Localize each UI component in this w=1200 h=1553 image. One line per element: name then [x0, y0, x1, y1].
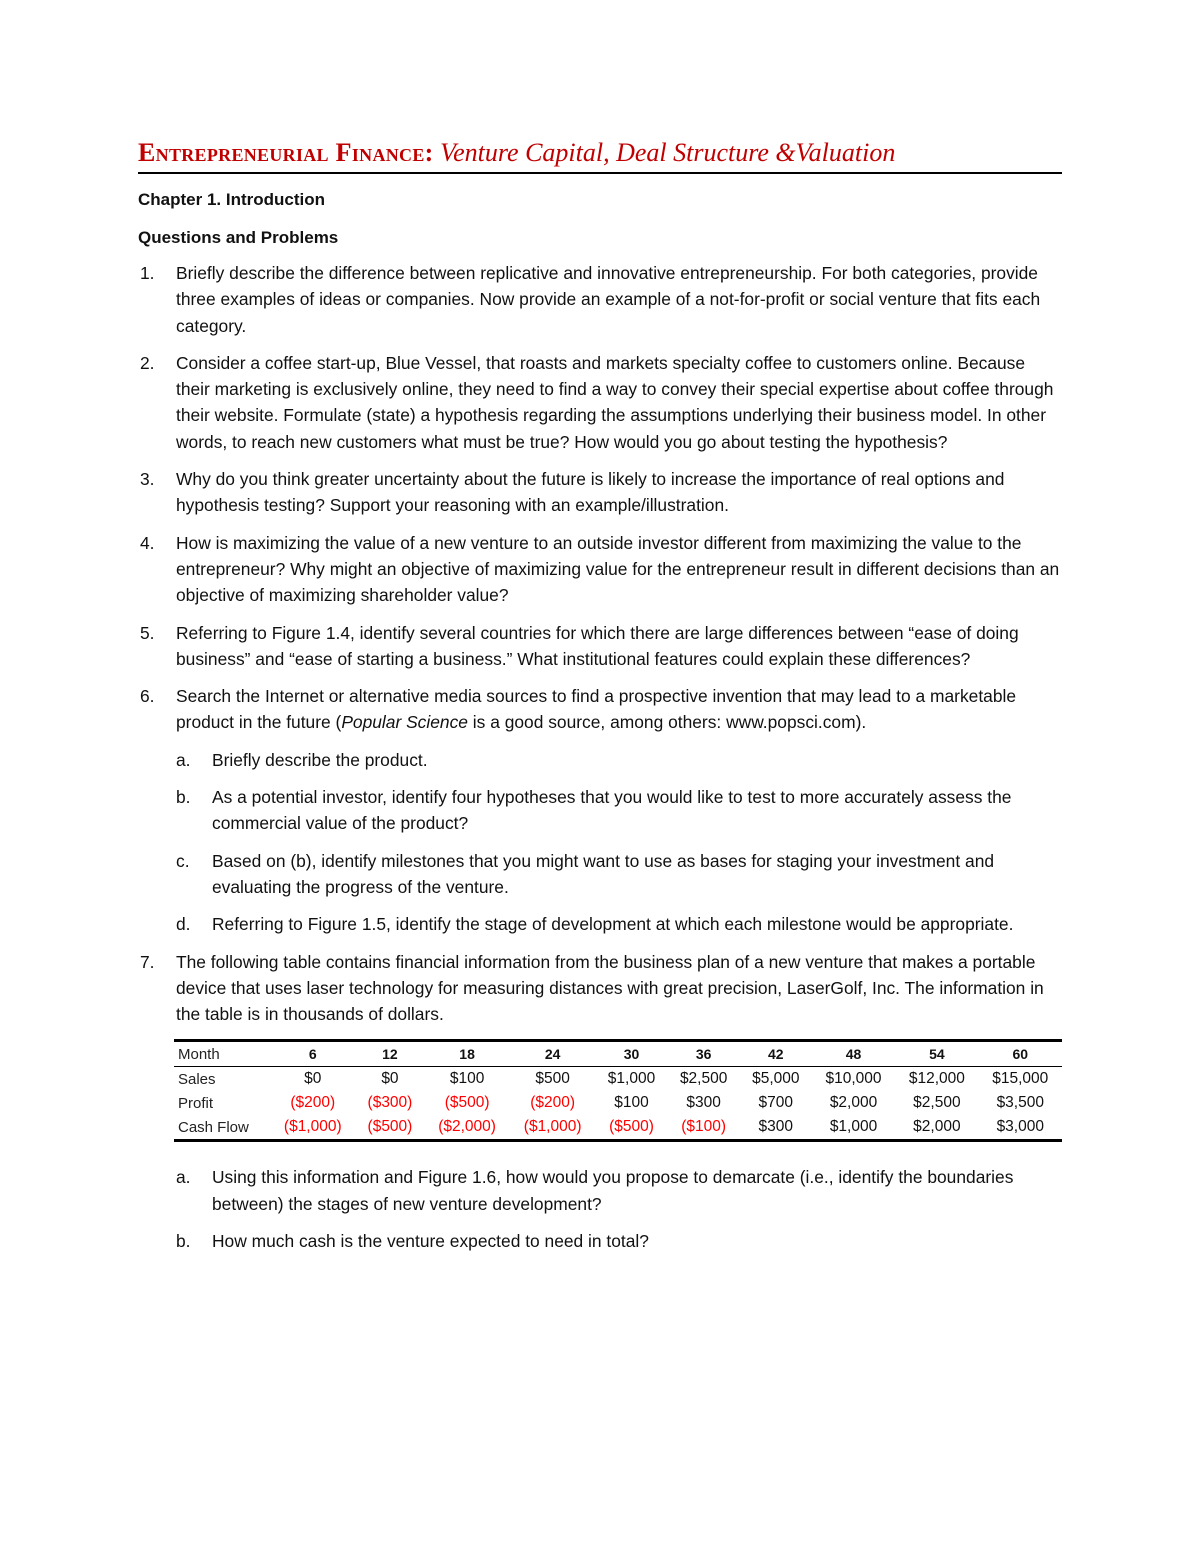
question-number: 1. — [140, 263, 155, 283]
table-cell: $100 — [449, 1070, 485, 1088]
table-header-row — [174, 1041, 1062, 1067]
row-label: Sales — [178, 1070, 216, 1088]
question-text: How is maximizing the value of a new venture to an outside investor different from maximizing the value to the entrepreneur? Why might an objective of maximizing value for the entrepreneur result in different decisions than an objective of maximizing shareholder value? — [176, 532, 1060, 606]
sub-question — [176, 1228, 1062, 1254]
table-row — [174, 1115, 1062, 1141]
table-cell: ($300) — [367, 1094, 413, 1112]
table-cell: ($1,000) — [523, 1118, 582, 1136]
table-cell: ($200) — [530, 1094, 576, 1112]
question-item — [138, 350, 1062, 455]
question-text-part: Search the Internet or alternative media sources to find a prospective invention that may lead to a marketable product in the future ( — [176, 686, 1017, 733]
section-heading: Questions and Problems — [138, 228, 339, 247]
table-cell: $1,000 — [829, 1118, 878, 1136]
sub-question-letter: b. — [176, 1231, 191, 1252]
sub-question — [176, 848, 1062, 901]
table-row — [174, 1067, 1062, 1092]
sub-question-text: Briefly describe the product. — [212, 749, 428, 770]
chapter-heading: Chapter 1. Introduction — [138, 190, 325, 209]
question-text: The following table contains financial information from the business plan of a new venture that makes a portable device that uses laser technology for measuring distances with great precision, LaserGolf, Inc. The information in the table is in thousands of dollars. — [176, 951, 1044, 1025]
sub-question-list — [138, 1164, 1062, 1254]
question-text: Consider a coffee start-up, Blue Vessel, that roasts and markets specialty coffee to customers online. Because their marketing is exclusively online, they need to find a way to convey their special expertise about coffee through their website. Formulate (state) a hypothesis regarding the assumptions underlying their business model. In other words, to reach new customers what must be true? How would you go about testing the hypothesis? — [176, 352, 1054, 452]
question-list — [138, 260, 1062, 1027]
row-label: Profit — [178, 1094, 214, 1112]
sub-question-text: Referring to Figure 1.5, identify the stage of development at which each milestone would be appropriate. — [212, 914, 1014, 935]
table-cell: ($100) — [681, 1118, 727, 1136]
table-cell: $5,000 — [752, 1070, 800, 1088]
month-header: 36 — [668, 1041, 740, 1067]
question-number: 6. — [140, 686, 155, 707]
table-cell: $10,000 — [825, 1070, 882, 1088]
table-cell: $300 — [758, 1118, 794, 1136]
table-cell: ($2,000) — [438, 1118, 496, 1136]
question-text: Referring to Figure 1.4, identify several countries for which there are large differences between “ease of doing business” and “ease of starting a business.” What institutional features could explain these differences? — [176, 622, 1019, 669]
table-body — [174, 1067, 1062, 1141]
sub-question-letter: d. — [176, 914, 191, 935]
question-item — [138, 530, 1062, 609]
table-cell: $300 — [686, 1094, 721, 1112]
table-cell: $700 — [758, 1094, 794, 1112]
sub-question-letter: c. — [176, 850, 190, 871]
table-cell: ($500) — [609, 1118, 654, 1136]
question-item — [138, 683, 1062, 937]
question-item — [138, 949, 1062, 1028]
sub-question — [176, 911, 1062, 937]
table-cell: $0 — [381, 1070, 399, 1088]
sub-question-text: Using this information and Figure 1.6, how would you propose to demarcate (i.e., identify the boundaries between) the stages of new venture development? — [212, 1167, 1014, 1214]
sub-question-text: How much cash is the venture expected to need in total? — [212, 1231, 649, 1252]
document-page — [138, 136, 1062, 1265]
sub-question-letter: a. — [176, 749, 191, 770]
question-text-part: is a good source, among others: www.popsci.com). — [467, 712, 867, 733]
question-number: 2. — [140, 352, 155, 373]
table-cell: $2,000 — [829, 1094, 878, 1112]
table-cell: ($500) — [444, 1094, 490, 1112]
month-header: 12 — [356, 1041, 425, 1067]
month-header: 24 — [510, 1041, 596, 1067]
sub-question — [176, 747, 1062, 773]
table-cell: $3,000 — [996, 1118, 1044, 1136]
sub-question-text: As a potential investor, identify four hypotheses that you would like to test to more accurately assess the commercial value of the product? — [212, 787, 1012, 834]
table-row — [174, 1091, 1062, 1115]
month-header: 48 — [812, 1041, 895, 1067]
table-cell: $1,000 — [607, 1070, 656, 1088]
month-header: 42 — [740, 1041, 812, 1067]
question-text: Why do you think greater uncertainty about the future is likely to increase the importance of real options and hypothesis testing? Support your reasoning with an example/illustration. — [176, 469, 1005, 516]
table-cell: $2,500 — [679, 1070, 728, 1088]
month-header: 60 — [979, 1041, 1062, 1067]
sub-question-list — [176, 747, 1062, 938]
table-cell: $12,000 — [908, 1070, 965, 1088]
question-number: 4. — [140, 532, 155, 553]
table-cell: ($500) — [367, 1118, 413, 1136]
row-label: Cash Flow — [178, 1118, 249, 1136]
question-number: 7. — [140, 951, 155, 972]
table-cell: $0 — [304, 1070, 322, 1088]
question-item — [138, 466, 1062, 519]
sub-question-text: Based on (b), identify milestones that you might want to use as bases for staging your investment and evaluating the progress of the venture. — [212, 850, 995, 897]
table-cell: $100 — [614, 1094, 649, 1112]
question-item — [138, 620, 1062, 673]
question-text: Briefly describe the difference between replicative and innovative entrepreneurship. For both categories, provide three examples of ideas or companies. Now provide an example of a not-for-profit or social venture that fits each category. — [176, 263, 1041, 336]
month-header: 30 — [595, 1041, 667, 1067]
sub-question — [176, 784, 1062, 837]
table-cell: ($1,000) — [283, 1118, 342, 1136]
question-number: 3. — [140, 469, 155, 490]
table-cell: ($200) — [290, 1094, 336, 1112]
month-header: 6 — [270, 1041, 356, 1067]
title-main: Entrepreneurial Finance: — [138, 138, 434, 167]
publication-name: Popular Science — [341, 712, 468, 733]
document-title — [138, 136, 1062, 174]
table-cell: $15,000 — [992, 1070, 1049, 1088]
month-header: 54 — [895, 1041, 978, 1067]
sub-question-letter: b. — [176, 787, 191, 808]
table-cell: $2,500 — [913, 1094, 961, 1112]
financial-table — [174, 1039, 1062, 1142]
table-cell: $500 — [535, 1070, 570, 1088]
sub-question-letter: a. — [176, 1167, 191, 1188]
question-number: 5. — [140, 622, 155, 643]
table-cell: $2,000 — [913, 1118, 961, 1136]
table-cell: $3,500 — [996, 1094, 1044, 1112]
question-item — [138, 260, 1062, 339]
table-header-label: Month — [174, 1041, 270, 1067]
title-subtitle: Venture Capital, Deal Structure &Valuation — [440, 138, 896, 167]
sub-question — [176, 1164, 1062, 1217]
month-header: 18 — [424, 1041, 510, 1067]
